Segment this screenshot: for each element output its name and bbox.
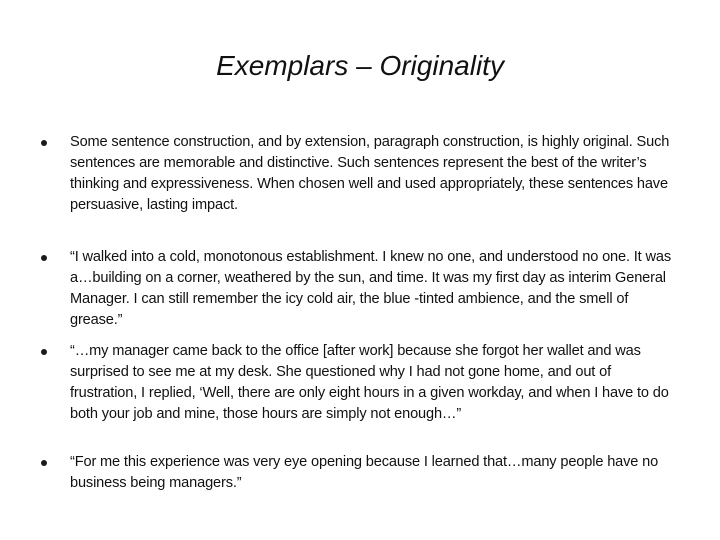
bullet-text: “For me this experience was very eye opening because I learned that…many people have no business being managers.”	[70, 454, 659, 491]
bullet-dot-icon	[41, 140, 47, 146]
bullet-text: Some sentence construction, and by extension, paragraph construction, is highly original. Such sentences are memorable and distinctive. Such sentences represent the best of the writer’s thinking and expressiveness. When chosen well and used appropriately, these sentences have persuasive, lasting impact.	[70, 134, 670, 213]
bullet-dot-icon	[41, 349, 47, 355]
slide-title: Exemplars – Originality	[216, 50, 504, 81]
bullet-text: “I walked into a cold, monotonous establishment. I knew no one, and understood no one. It was a…building on a corner, weathered by the sun, and time. It was my first day as interim General Manager. I can still remember the icy cold air, the blue -tinted ambience, and the smell of grease.”	[70, 249, 671, 328]
bullet-text: “…my manager came back to the office [after work] because she forgot her wallet and was surprised to see me at my desk. She questioned why I had not gone home, and out of frustration, I replied, ‘Well, there are only eight hours in a given workday, and when I have to do both your job and mine, those hours are simply not enough…”	[70, 343, 669, 422]
bullet-dot-icon	[41, 460, 47, 466]
bullet-dot-icon	[41, 255, 47, 261]
